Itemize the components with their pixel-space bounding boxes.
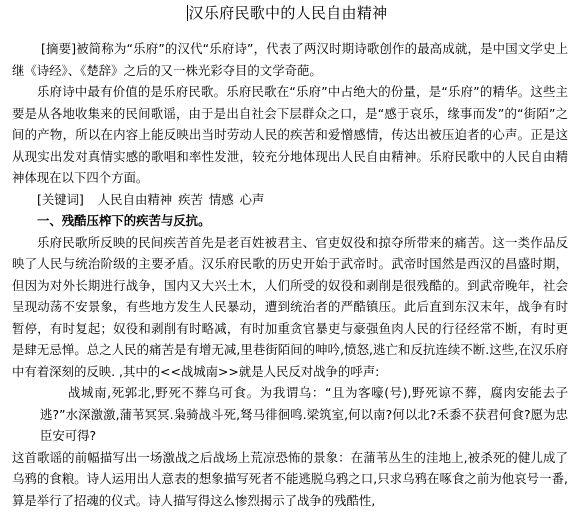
text-cursor	[187, 5, 188, 21]
section-heading[interactable]: 一、残酷压榨下的疾苦与反抗。	[37, 213, 211, 228]
document-title[interactable]: 汉乐府民歌中的人民自由精神	[188, 4, 388, 22]
keywords-label: [关键词]	[37, 191, 84, 207]
title-line	[0, 3, 574, 23]
abstract-paragraph[interactable]: [摘要]被简称为“乐府”的汉代“乐府诗”，代表了两汉时期诗歌创作的最高成就，是中国文学史上继《诗经》、《楚辞》之后的又一株光彩夺目的文学奇葩。	[12, 41, 568, 78]
analysis-paragraph[interactable]: 这首歌谣的前幅描写出一场激战之后战场上荒凉恐怖的景象：在蒲苇丛生的洼地上,被杀死的健儿成了乌鸦的食粮。诗人运用出人意表的想象描写死者不能逃脱乌鸦之口,只求乌鸦在啄食之前为他哀号一番,算是举行了招魂的仪式。诗人描写得这么惨烈揭示了战争的残酷性,	[12, 449, 568, 508]
intro-paragraph[interactable]: 乐府诗中最有价值的是乐府民歌。乐府民歌在“乐府”中占绝大的份量，是“乐府”的精华。这些主要是从各地收集来的民间歌谣，由于是出自社会下层群众之口，是“感于哀乐，缘事而发”的“街陌”之间的产物，所以在内容上能反映出当时劳动人民的疾苦和爱憎感情，传达出被压迫者的心声。正是这从现实出发对真情实感的歌唱和率性发泄，较充分地体现出人民自由精神。乐府民歌中的人民自由精神体现在以下四个方面。	[12, 84, 568, 185]
poem-quote[interactable]: 战城南,死郭北,野死不葬乌可食。为我谓乌：“且为客嚎(号),野死谅不葬，腐肉安能去子逃?”水深激激,蒲苇冥冥.枭骑战斗死,驽马徘徊鸣.梁筑室,何以南?何以北?禾黍不获君何食?愿为忠臣安可得?	[40, 385, 568, 443]
section-paragraph[interactable]: 乐府民歌所反映的民间疾苦首先是老百姓被君主、官吏奴役和掠夺所带来的痛苦。这一类作品反映了人民与统治阶级的主要矛盾。汉乐府民歌的历史开始于武帝时。武帝时国然是西汉的昌盛时期，但因为对外长期进行战争，国内又大兴土木，人们所受的奴役和剥削是很残酷的。到武帝晚年，社会呈现动荡不安景象，有些地方发生人民暴动，遭到统治者的严酷镇压。此后直到东汉末年，战争有时暂停，有时复起；奴役和剥削有时略减，有时加重贪官暴吏与豪强鱼肉人民的行径经常不断，有时更是肆无忌惮。总之人民的痛苦是有增无减,里巷街陌间的呻吟,愤怒,逃亡和反抗连续不断.这些,在汉乐府中有着深刻的反映. ,其中的<<战城南>>就是人民反对战争的呼声:	[12, 234, 568, 379]
keyword-item: 疾苦	[178, 191, 203, 207]
keyword-item: 情感	[208, 191, 234, 207]
keyword-item: 人民自由精神	[97, 191, 173, 207]
keyword-item: 心声	[239, 191, 265, 207]
keywords-line[interactable]	[12, 189, 568, 211]
document-body[interactable]	[12, 38, 568, 511]
